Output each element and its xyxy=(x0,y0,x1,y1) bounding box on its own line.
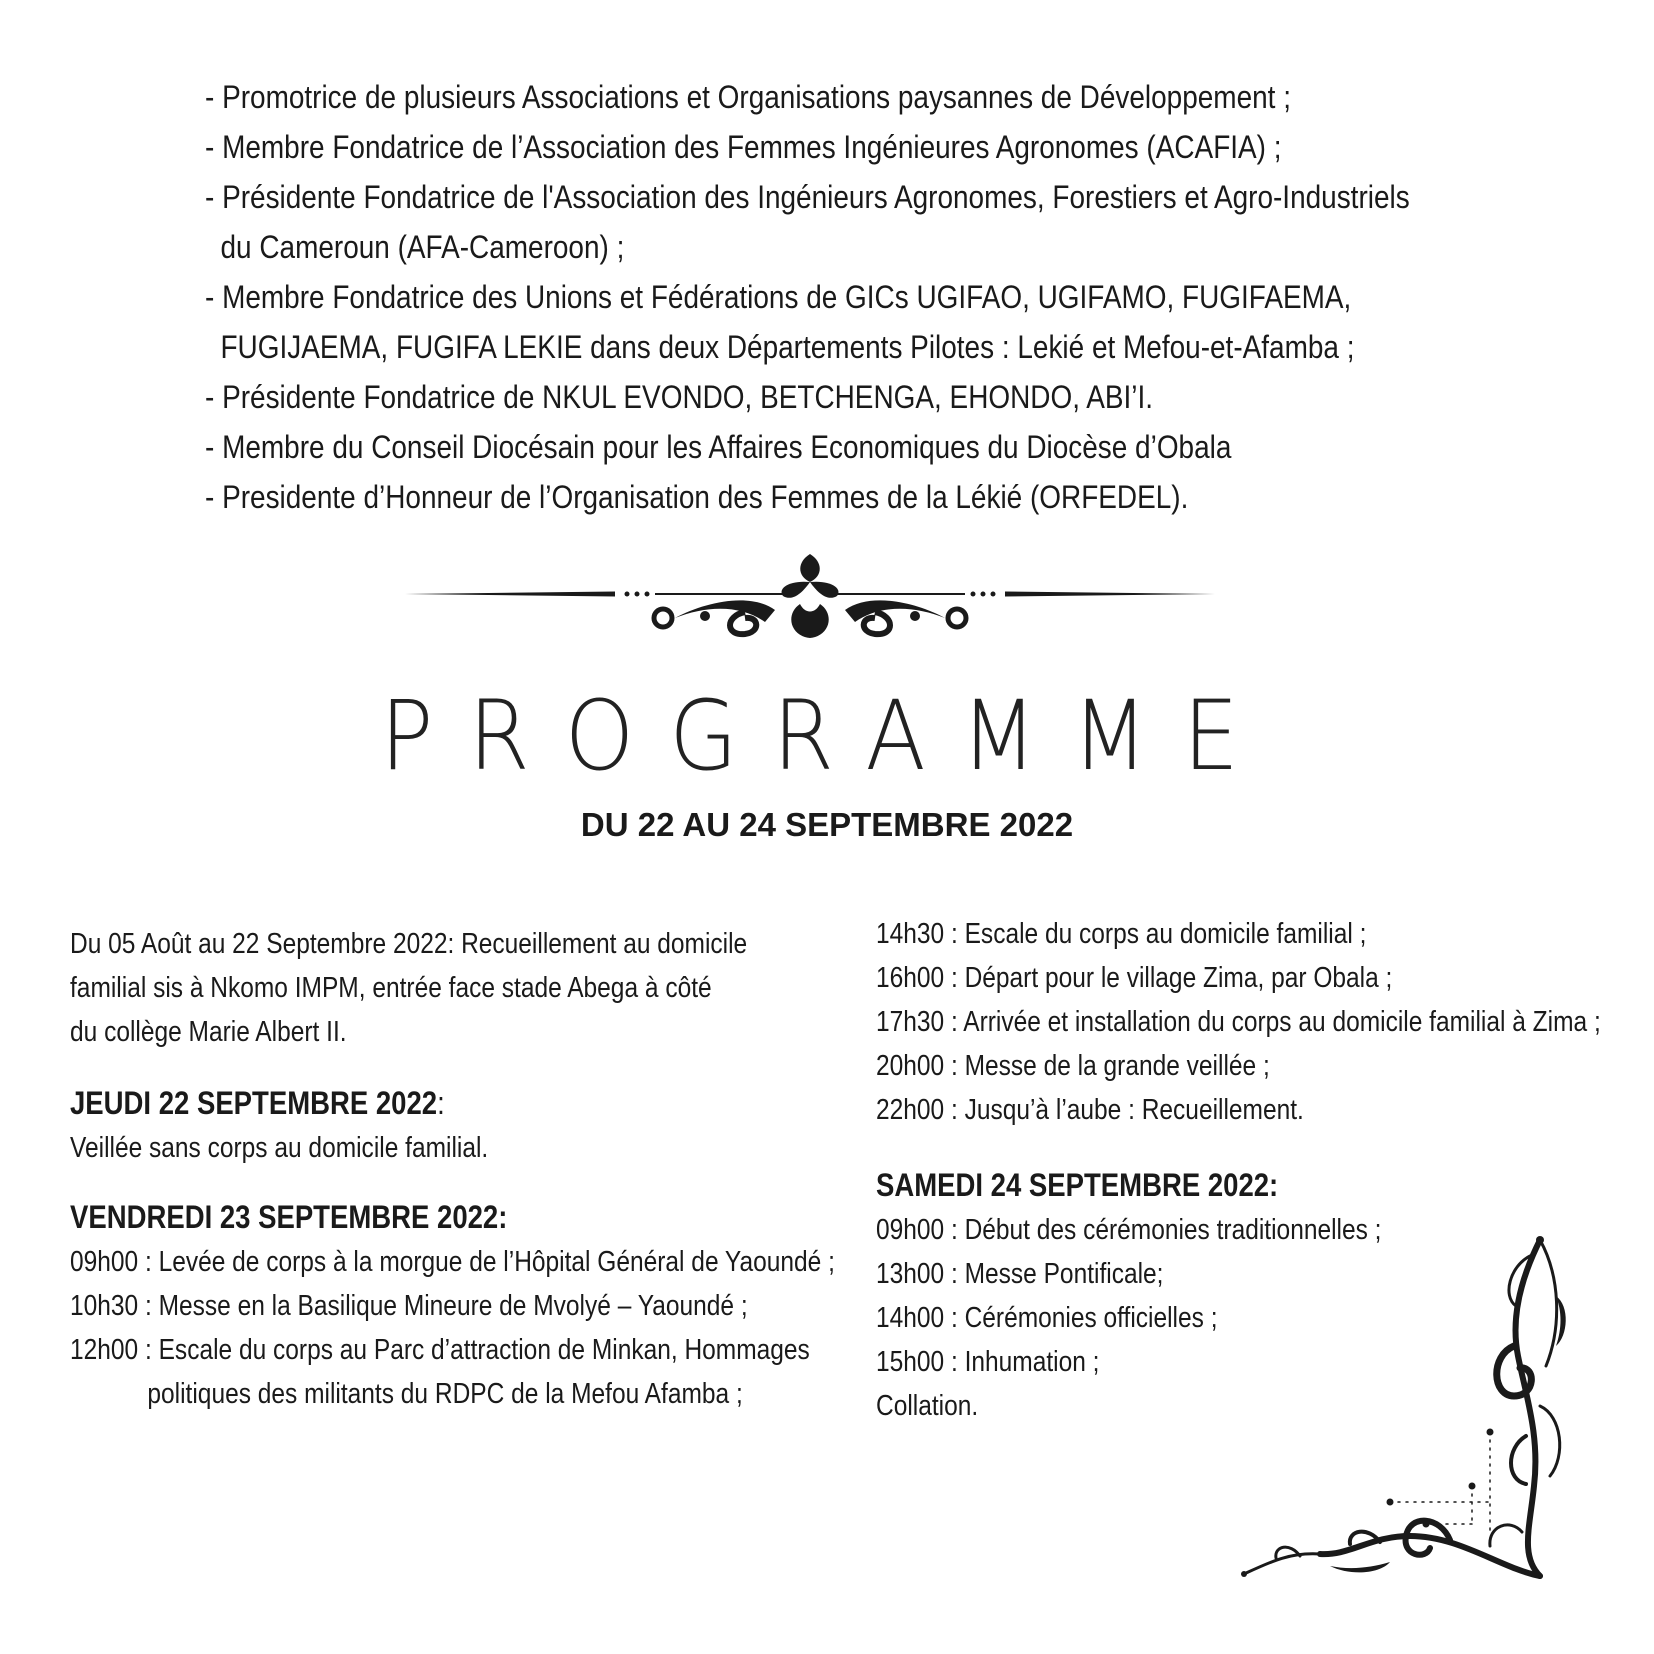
bio-item: - Membre Fondatrice de l’Association des Femmes Ingénieures Agronomes (ACAFIA) ; xyxy=(205,129,1282,165)
schedule-item: 14h30 : Escale du corps au domicile familial ; xyxy=(876,918,1367,950)
schedule-item: 10h30 : Messe en la Basilique Mineure de Mvolyé – Yaoundé ; xyxy=(70,1290,748,1322)
flourish-divider-icon xyxy=(405,552,1215,642)
day-heading-samedi: SAMEDI 24 SEPTEMBRE 2022: xyxy=(876,1167,1279,1203)
bio-item: - Présidente Fondatrice de NKUL EVONDO, BETCHENGA, EHONDO, ABI’I. xyxy=(205,379,1154,415)
schedule-item: 20h00 : Messe de la grande veillée ; xyxy=(876,1050,1270,1082)
day-heading-vendredi: VENDREDI 23 SEPTEMBRE 2022: xyxy=(70,1199,508,1235)
schedule-item: 22h00 : Jusqu’à l’aube : Recueillement. xyxy=(876,1094,1304,1126)
bio-item: - Membre Fondatrice des Unions et Fédérations de GICs UGIFAO, UGIFAMO, FUGIFAEMA, xyxy=(205,279,1352,315)
schedule-item: 16h00 : Départ pour le village Zima, par Obala ; xyxy=(876,962,1393,994)
schedule-item: 09h00 : Levée de corps à la morgue de l’Hôpital Général de Yaoundé ; xyxy=(70,1246,835,1278)
schedule-item: Collation. xyxy=(876,1390,979,1422)
heading-suffix: : xyxy=(437,1085,445,1121)
left-column xyxy=(70,922,959,1416)
intro-line: Du 05 Août au 22 Septembre 2022: Recueillement au domicile xyxy=(70,928,748,960)
bio-list xyxy=(205,72,1606,522)
schedule-item: 13h00 : Messe Pontificale; xyxy=(876,1258,1164,1290)
schedule-item-continuation: politiques des militants du RDPC de la Mefou Afamba ; xyxy=(147,1378,743,1410)
day-heading-jeudi xyxy=(70,1080,835,1126)
schedule-item: 17h30 : Arrivée et installation du corps au domicile familial à Zima ; xyxy=(876,1006,1601,1038)
programme-subtitle: DU 22 AU 24 SEPTEMBRE 2022 xyxy=(580,806,1074,843)
corner-flourish-icon xyxy=(1240,1236,1580,1581)
heading-text: JEUDI 22 SEPTEMBRE 2022 xyxy=(70,1085,438,1121)
bio-item: - Presidente d’Honneur de l’Organisation des Femmes de la Lékié (ORFEDEL). xyxy=(205,479,1189,515)
jeudi-text: Veillée sans corps au domicile familial. xyxy=(70,1132,489,1164)
intro-line: du collège Marie Albert II. xyxy=(70,1016,347,1048)
bio-item-continuation: du Cameroun (AFA-Cameroon) ; xyxy=(220,229,625,265)
bio-item: - Présidente Fondatrice de l'Association des Ingénieurs Agronomes, Forestiers et Agro-Industriels xyxy=(205,179,1410,215)
schedule-item: 12h00 : Escale du corps au Parc d’attraction de Minkan, Hommages xyxy=(70,1334,810,1366)
programme-title: PROGRAMME xyxy=(380,680,1274,792)
schedule-item: 09h00 : Début des cérémonies traditionnelles ; xyxy=(876,1214,1382,1246)
bio-item: - Membre du Conseil Diocésain pour les Affaires Economiques du Diocèse d’Obala xyxy=(205,429,1232,465)
bio-item: - Promotrice de plusieurs Associations et Organisations paysannes de Développement ; xyxy=(205,79,1291,115)
schedule-item: 14h00 : Cérémonies officielles ; xyxy=(876,1302,1218,1334)
intro-line: familial sis à Nkomo IMPM, entrée face stade Abega à côté xyxy=(70,972,712,1004)
schedule-item: 15h00 : Inhumation ; xyxy=(876,1346,1100,1378)
bio-item-continuation: FUGIJAEMA, FUGIFA LEKIE dans deux Départements Pilotes : Lekié et Mefou-et-Afamba ; xyxy=(220,329,1355,365)
